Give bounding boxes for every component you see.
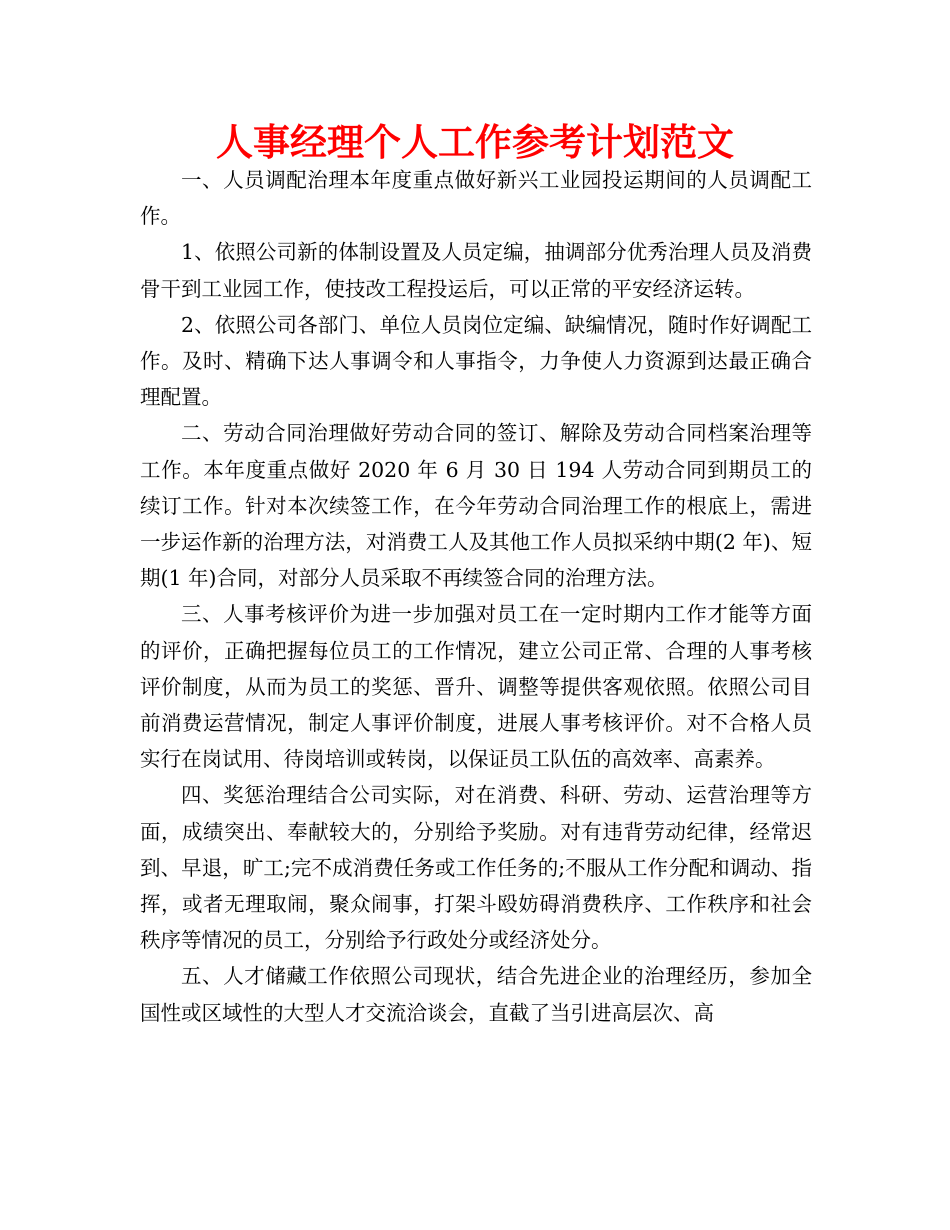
paragraph-item-2: 2、依照公司各部门、单位人员岗位定编、缺编情况，随时作好调配工作。及时、精确下达人事调令和人事指令，力争使人力资源到达最正确合理配置。: [140, 312, 812, 410]
document-title: 人事经理个人工作参考计划范文: [216, 121, 734, 164]
paragraph-performance-evaluation: 三、人事考核评价为进一步加强对员工在一定时期内工作才能等方面的评价，正确把握每位员工的工作情况，建立公司正常、合理的人事考核评价制度，从而为员工的奖惩、晋升、调整等提供客观依照。依照公司目前消费运营情况，制定人事评价制度，进展人事考核评价。对不合格人员实行在岗试用、待岗培训或转岗，以保证员工队伍的高效率、高素养。: [140, 602, 812, 772]
paragraph-labor-contract: 二、劳动合同治理做好劳动合同的签订、解除及劳动合同档案治理等工作。本年度重点做好 2020 年 6 月 30 日 194 人劳动合同到期员工的续订工作。针对本次续签工作，在今年劳动合同治理工作的根底上，需进一步运作新的治理方法，对消费工人及其他工作人员拟采纳中期(2 年)、短期(1 年)合同，对部分人员采取不再续签合同的治理方法。: [140, 421, 812, 591]
paragraph-rewards-penalties: 四、奖惩治理结合公司实际，对在消费、科研、劳动、运营治理等方面，成绩突出、奉献较大的，分别给予奖励。对有违背劳动纪律，经常迟到、早退，旷工;完不成消费任务或工作任务的;不服从工作分配和调动、指挥，或者无理取闹，聚众闹事，打架斗殴妨碍消费秩序、工作秩序和社会秩序等情况的员工，分别给予行政处分或经济处分。: [140, 783, 812, 953]
paragraph-item-1: 1、依照公司新的体制设置及人员定编，抽调部分优秀治理人员及消费骨干到工业园工作，使技改工程投运后，可以正常的平安经济运转。: [140, 240, 812, 301]
document-body: [140, 162, 812, 1031]
paragraph-personnel-allocation: 一、人员调配治理本年度重点做好新兴工业园投运期间的人员调配工作。: [140, 168, 812, 229]
paragraph-talent-reserve: 五、人才储藏工作依照公司现状，结合先进企业的治理经历，参加全国性或区域性的大型人才交流洽谈会，直截了当引进高层次、高: [140, 964, 812, 1025]
